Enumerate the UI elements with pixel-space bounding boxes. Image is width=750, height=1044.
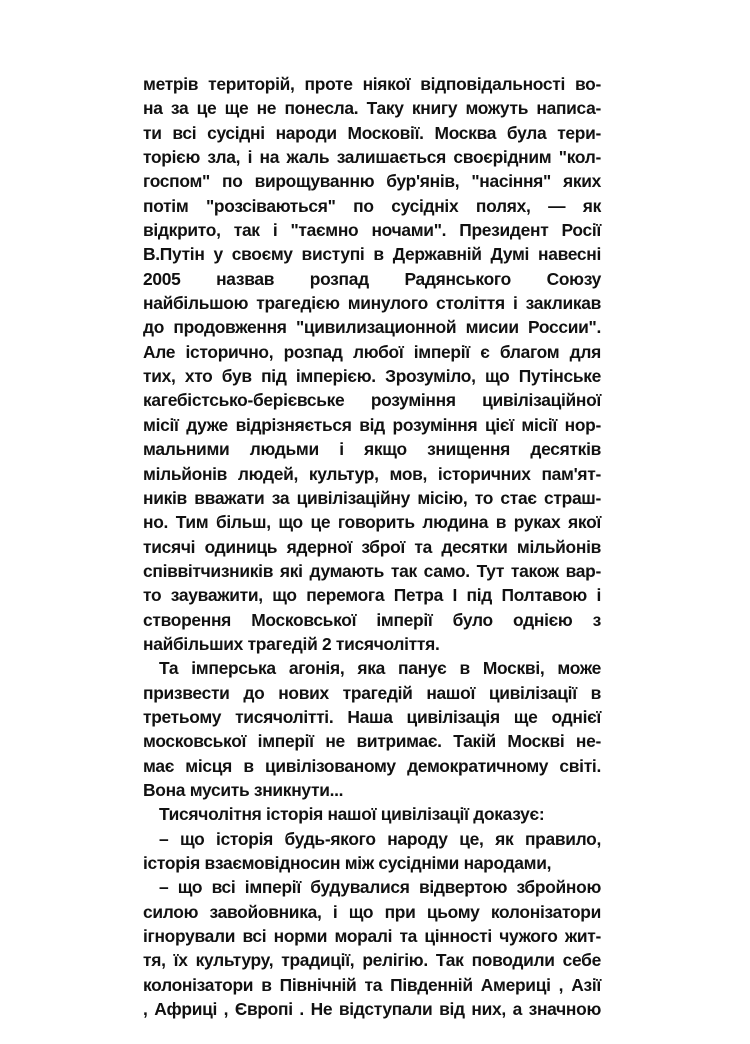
text-line: місії дуже відрізняється від розуміння цієї місії нор- bbox=[143, 414, 601, 435]
text-line: найбільшою трагедією минулого століття і закликав bbox=[143, 293, 601, 314]
text-line: Тисячолітня історія нашої цивілізації доказує: bbox=[159, 804, 545, 825]
text-line: Та імперська агонія, яка панує в Москві, може bbox=[159, 658, 601, 679]
text-line: ігнорували всі норми моралі та цінності чужого жит- bbox=[143, 926, 601, 947]
text-line: ти всі сусідні народи Московії. Москва була тери- bbox=[143, 122, 601, 143]
text-line: Вона мусить зникнути... bbox=[143, 779, 344, 800]
text-line: московської імперії не витримає. Такій Москві не- bbox=[143, 731, 601, 752]
text-line: то зауважити, що перемога Петра І під Полтавою і bbox=[143, 585, 601, 606]
text-line: мільйонів людей, культур, мов, історичних пам'ят- bbox=[143, 463, 601, 484]
text-line: до продовження "цивилизационной мисии России". bbox=[143, 317, 601, 338]
text-line: колонізатори в Північній та Південній Америці , Азії bbox=[143, 974, 601, 995]
text-line: співвітчизників які думають так само. Тут також вар- bbox=[143, 560, 601, 581]
text-line: силою завойовника, і що при цьому колонізатори bbox=[143, 901, 601, 922]
text-line: призвести до нових трагедій нашої цивілізації в bbox=[143, 682, 601, 703]
text-line: тисячі одиниць ядерної зброї та десятки мільйонів bbox=[143, 536, 601, 557]
text-line: кагебістсько-берієвське розуміння цивілізаційної bbox=[143, 390, 601, 411]
text-line: Але історично, розпад любої імперії є благом для bbox=[143, 341, 601, 362]
text-line: – що історія будь-якого народу це, як правило, bbox=[159, 828, 601, 849]
document-page bbox=[143, 72, 601, 1021]
text-line: тих, хто був під імперією. Зрозуміло, що Путінське bbox=[143, 366, 601, 387]
text-line: третьому тисячолітті. Наша цивілізація ще однієї bbox=[143, 706, 601, 727]
text-line: мальними людьми і якщо знищення десятків bbox=[143, 439, 601, 460]
text-line: но. Тим більш, що це говорить людина в руках якої bbox=[143, 512, 601, 533]
text-line: найбільших трагедій 2 тисячоліття. bbox=[143, 633, 440, 654]
text-line: відкрито, так і "таємно ночами". Президент Росії bbox=[143, 220, 601, 241]
text-line: на за це ще не понесла. Таку книгу можуть написа- bbox=[143, 98, 601, 119]
text-line: історія взаємовідносин між сусідніми народами, bbox=[143, 853, 552, 873]
text-line: створення Московської імперії було однією з bbox=[143, 609, 601, 630]
text-line: , Африці , Європі . Не відступали від них, а значною bbox=[143, 999, 601, 1020]
text-line: 2005 назвав розпад Радянського Союзу bbox=[143, 268, 601, 289]
text-line: тя, їх культуру, традиції, релігію. Так поводили себе bbox=[143, 950, 601, 971]
text-line: торією зла, і на жаль залишається своєрідним "кол- bbox=[143, 147, 601, 168]
text-line: – що всі імперії будувалися відвертою збройною bbox=[159, 877, 601, 898]
text-line: потім "розсіваються" по сусідніх полях, — як bbox=[143, 195, 601, 216]
text-line: госпом" по вирощуванню бур'янів, "насіння" яких bbox=[143, 171, 601, 192]
text-line: В.Путін у своєму виступі в Державній Думі навесні bbox=[143, 244, 601, 265]
text-line: має місця в цивілізованому демократичному світі. bbox=[143, 755, 601, 776]
text-line: метрів територій, проте ніякої відповідальності во- bbox=[143, 74, 601, 94]
text-line: ників вважати за цивілізаційну місію, то стає страш- bbox=[143, 487, 601, 508]
